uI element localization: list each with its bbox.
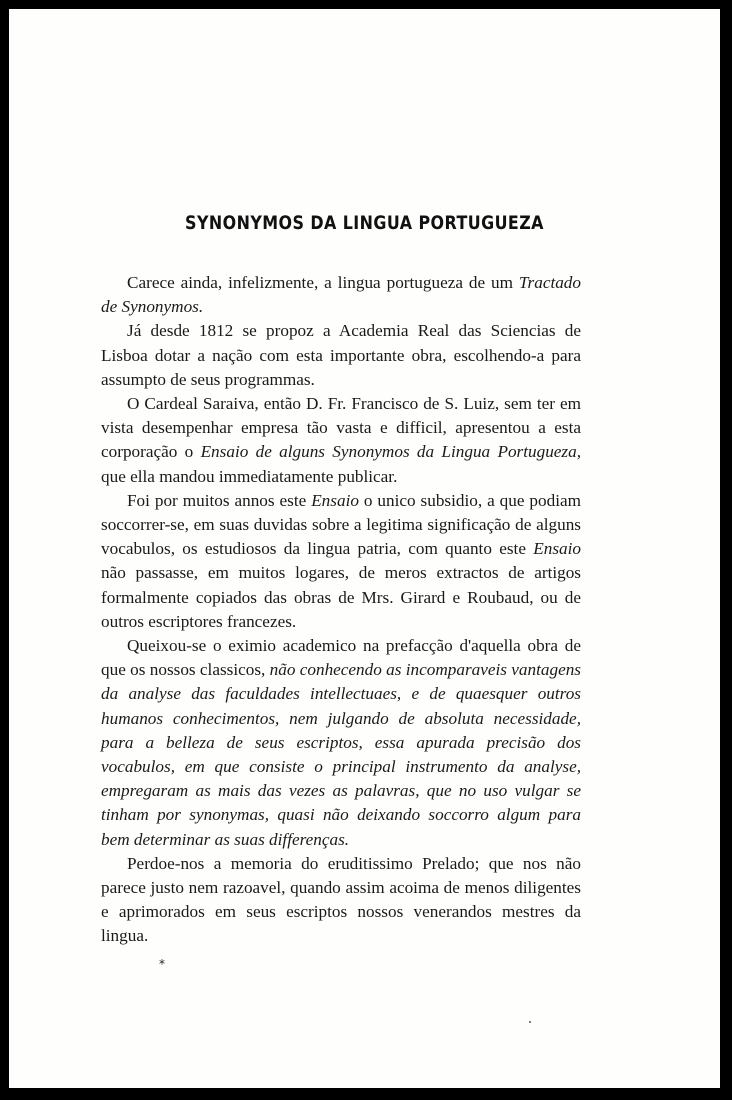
italic-run: Ensaio — [311, 490, 359, 510]
ornament-mark: * — [159, 957, 165, 971]
page — [9, 9, 720, 1088]
text-run: o unico subsidio, a que podiam soccorrer-se, em suas duvidas sobre a legitima significação de alguns vocabulos, os estudiosos da lingua patria, com quanto este — [101, 490, 581, 559]
paragraph-1 — [101, 271, 581, 319]
text-run: Foi por muitos annos este — [127, 490, 312, 510]
paragraph-6 — [101, 852, 581, 949]
print-speck — [529, 1021, 531, 1023]
text-run: O Cardeal Saraiva, então D. Fr. Francisco de S. Luiz, sem ter em vista desempenhar empresa tão vasta e difficil, apresentou a esta corporação o — [101, 394, 581, 462]
text-run: que ella mandou immediatamente publicar. — [101, 466, 398, 486]
italic-run: Tractado de Synonymos. — [101, 273, 581, 317]
scan-edge-line — [722, 6, 724, 1094]
paragraph-3 — [101, 392, 581, 489]
text-run: não passasse, em muitos logares, de meros extractos de artigos formalmente copiados das obras de Mrs. Girard e Roubaud, ou de outros escriptores francezes. — [101, 563, 581, 631]
italic-run: não conhecendo as incomparaveis vantagens da analyse das faculdades intellectuaes, e de quaesquer outros humanos conhecimentos, nem julgando de absoluta necessidade, para a belleza de seus escriptos, essa apurada precisão dos vocabulos, em que consiste o principal instrumento da analyse, empregaram as mais das vezes as palavras, que no uso vulgar se tinham por synonymas, quasi não deixando soccorro algum para bem determinar as suas differenças. — [101, 660, 581, 849]
text-run: Já desde 1812 se propoz a Academia Real das Sciencias de Lisboa dotar a nação com esta importante obra, escolhendo-a para assumpto de seus programmas. — [101, 321, 581, 389]
paragraph-4 — [101, 489, 581, 634]
text-run: Queixou-se o eximio academico na prefacção d'aquella obra de que os nossos classicos, — [101, 636, 581, 680]
text-run: Carece ainda, infelizmente, a lingua portugueza de um — [127, 273, 519, 292]
italic-run: Ensaio de alguns Synonymos da Lingua Portugueza, — [200, 442, 582, 462]
paragraph-2 — [101, 319, 581, 392]
page-title: SYNONYMOS DA LINGUA PORTUGUEZA — [185, 213, 544, 234]
paragraph-5 — [101, 634, 581, 852]
text-run: Perdoe-nos a memoria do eruditissimo Prelado; que nos não parece justo nem razoavel, quando assim acoima de menos diligentes e aprimorados em seus escriptos nossos venerandos mestres da lingua. — [101, 853, 581, 946]
italic-run: Ensaio — [533, 539, 581, 559]
body-text — [101, 271, 581, 949]
